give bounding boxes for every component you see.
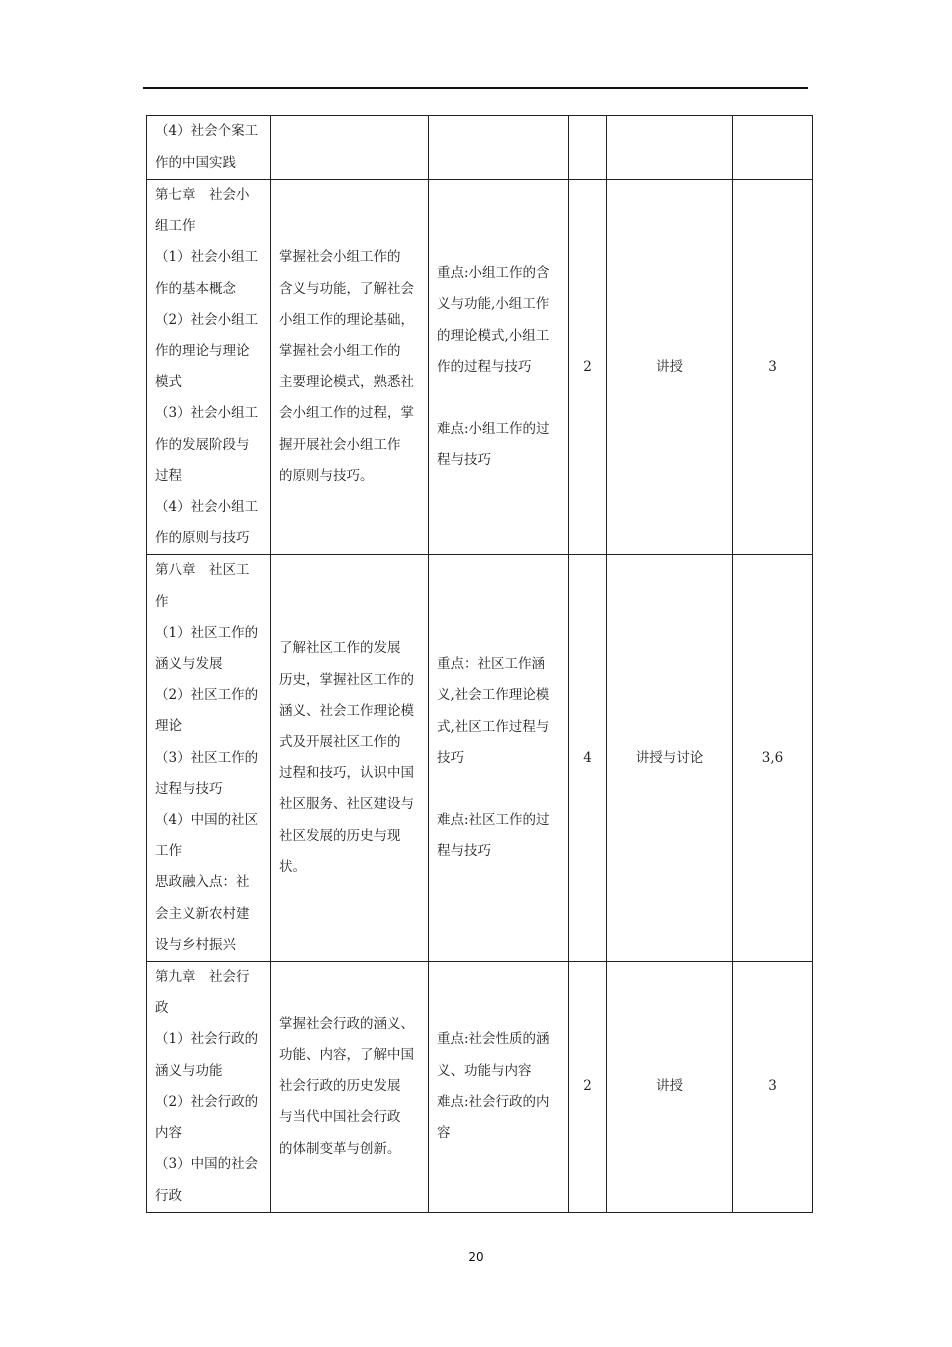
key-difficult-points-cell	[429, 555, 569, 962]
objectives-cell	[733, 962, 813, 1213]
hours-cell-value: 4	[583, 749, 592, 766]
learning-requirements-cell-line: 社区发展的历史与现	[279, 827, 401, 844]
teaching-method-cell	[607, 555, 733, 962]
chapter-topic-cell-line: 模式	[155, 374, 182, 391]
paragraph-gap	[437, 774, 560, 805]
hours-cell	[569, 555, 607, 962]
header-rule	[143, 87, 808, 89]
table-row	[147, 962, 813, 1213]
key-difficult-points-cell-line: 程与技巧	[437, 452, 491, 469]
learning-requirements-cell-line: 过程和技巧，认识中国	[279, 765, 414, 782]
objectives-cell	[733, 180, 813, 555]
chapter-topic-cell-line: 涵义与功能	[155, 1062, 223, 1079]
chapter-topic-cell-line: （4）社会个案工	[155, 123, 259, 140]
learning-requirements-cell	[271, 962, 429, 1213]
key-difficult-points-cell-line: 式,社区工作过程与	[437, 718, 550, 735]
learning-requirements-cell-line: 功能、内容，了解中国	[279, 1047, 414, 1064]
teaching-method-cell-value: 讲授与讨论	[635, 749, 704, 766]
chapter-topic-cell-line: 理论	[155, 718, 182, 735]
learning-requirements-cell	[271, 180, 429, 555]
chapter-topic-cell-line: 第七章 社会小	[155, 187, 250, 203]
key-difficult-points-cell-line: 作的过程与技巧	[437, 358, 532, 375]
learning-requirements-cell	[271, 555, 429, 962]
chapter-topic-cell-line: 作的理论与理论	[155, 343, 250, 360]
chapter-topic-cell-line: 设与乡村振兴	[155, 936, 236, 953]
learning-requirements-cell	[271, 116, 429, 180]
chapter-topic-cell-line: （2）社会行政的	[155, 1093, 259, 1110]
learning-requirements-cell-line: 与当代中国社会行政	[279, 1109, 401, 1126]
learning-requirements-cell-line: 小组工作的理论基础，	[279, 311, 414, 328]
chapter-topic-cell	[147, 555, 271, 962]
hours-cell-value: 2	[583, 1078, 592, 1095]
learning-requirements-cell-line: 了解社区工作的发展	[279, 640, 401, 657]
chapter-topic-cell-line: 行政	[155, 1187, 182, 1204]
learning-requirements-cell-line: 握开展社会小组工作	[279, 436, 401, 453]
hours-cell	[569, 962, 607, 1213]
syllabus-table	[146, 115, 813, 1213]
chapter-topic-cell-line: 内容	[155, 1125, 182, 1142]
learning-requirements-cell-line: 掌握社会行政的涵义、	[279, 1015, 414, 1032]
key-difficult-points-cell-line: 义,社会工作理论模	[437, 687, 550, 704]
chapter-topic-cell-line: （3）中国的社会	[155, 1156, 259, 1173]
paragraph-gap	[437, 383, 560, 414]
learning-requirements-cell-line: 会小组工作的过程，掌	[279, 405, 414, 422]
learning-requirements-cell-line: 的原则与技巧。	[279, 467, 374, 484]
objectives-cell-value: 3	[768, 358, 777, 375]
hours-cell	[569, 116, 607, 180]
chapter-topic-cell-line: 思政融入点：社	[155, 874, 250, 891]
chapter-topic-cell-line: 政	[155, 1000, 169, 1017]
objectives-cell	[733, 116, 813, 180]
table-row	[147, 116, 813, 180]
chapter-topic-cell-line: 会主义新农村建	[155, 905, 250, 922]
teaching-method-cell-value: 讲授	[656, 1078, 683, 1095]
learning-requirements-cell-line: 社区服务、社区建设与	[279, 796, 414, 813]
key-difficult-points-cell-line: 重点:小组工作的含	[437, 265, 550, 282]
learning-requirements-cell-line: 主要理论模式，熟悉社	[279, 374, 414, 391]
learning-requirements-cell-line: 涵义、社会工作理论模	[279, 702, 414, 719]
learning-requirements-cell-line: 状。	[279, 858, 306, 875]
key-difficult-points-cell-line: 容	[437, 1125, 451, 1142]
key-difficult-points-cell-line: 重点：社区工作涵	[437, 656, 545, 673]
chapter-topic-cell-line: （2）社会小组工	[155, 311, 259, 328]
chapter-topic-cell-line: （3）社会小组工	[155, 405, 259, 422]
chapter-topic-cell-line: （4）社会小组工	[155, 499, 259, 516]
chapter-topic-cell-line: （1）社会行政的	[155, 1031, 259, 1048]
chapter-topic-cell-line: 作	[155, 593, 169, 610]
chapter-topic-cell-line: （4）中国的社区	[155, 812, 259, 829]
key-difficult-points-cell-line: 技巧	[437, 749, 464, 766]
learning-requirements-cell-line: 历史，掌握社区工作的	[279, 671, 414, 688]
chapter-topic-cell-line: （1）社区工作的	[155, 624, 259, 641]
chapter-topic-cell-line: 涵义与发展	[155, 656, 223, 673]
learning-requirements-cell-line: 掌握社会小组工作的	[279, 249, 401, 266]
learning-requirements-cell-line: 的体制变革与创新。	[279, 1140, 401, 1157]
chapter-topic-cell-line: 第八章 社区工	[155, 562, 250, 579]
chapter-topic-cell-line: 第九章 社会行	[155, 969, 250, 986]
objectives-cell-value: 3	[768, 1078, 777, 1095]
chapter-topic-cell-line: 过程	[155, 467, 182, 484]
learning-requirements-cell-line: 掌握社会小组工作的	[279, 343, 401, 360]
chapter-topic-cell	[147, 962, 271, 1213]
chapter-topic-cell-line: 过程与技巧	[155, 780, 223, 797]
key-difficult-points-cell-line: 难点:小组工作的过	[437, 420, 550, 437]
chapter-topic-cell-line: 作的中国实践	[155, 154, 236, 171]
learning-requirements-cell-line: 式及开展社区工作的	[279, 734, 401, 751]
page-number: 20	[468, 1250, 484, 1264]
hours-cell	[569, 180, 607, 555]
key-difficult-points-cell-line: 程与技巧	[437, 843, 491, 860]
learning-requirements-cell-line: 含义与功能，了解社会	[279, 280, 414, 297]
chapter-topic-cell-line: （3）社区工作的	[155, 749, 259, 766]
teaching-method-cell-value: 讲授	[656, 358, 683, 375]
key-difficult-points-cell-line: 难点:社会行政的内	[437, 1093, 550, 1110]
teaching-method-cell	[607, 180, 733, 555]
teaching-method-cell	[607, 116, 733, 180]
chapter-topic-cell-line: 作的发展阶段与	[155, 436, 250, 453]
objectives-cell-value: 3,6	[761, 749, 784, 766]
teaching-method-cell	[607, 962, 733, 1213]
objectives-cell	[733, 555, 813, 962]
key-difficult-points-cell	[429, 962, 569, 1213]
key-difficult-points-cell	[429, 180, 569, 555]
chapter-topic-cell-line: （2）社区工作的	[155, 687, 259, 704]
key-difficult-points-cell-line: 义、功能与内容	[437, 1062, 532, 1079]
chapter-topic-cell-line: 组工作	[155, 218, 196, 235]
chapter-topic-cell	[147, 180, 271, 555]
hours-cell-value: 2	[583, 358, 592, 375]
key-difficult-points-cell-line: 难点:社区工作的过	[437, 811, 550, 828]
chapter-topic-cell-line: 作的基本概念	[155, 280, 236, 297]
learning-requirements-cell-line: 社会行政的历史发展	[279, 1078, 401, 1095]
table-row	[147, 180, 813, 555]
key-difficult-points-cell-line: 义与功能,小组工作	[437, 296, 550, 313]
key-difficult-points-cell-line: 的理论模式,小组工	[437, 327, 550, 344]
key-difficult-points-cell	[429, 116, 569, 180]
chapter-topic-cell-line: 工作	[155, 843, 182, 860]
key-difficult-points-cell-line: 重点:社会性质的涵	[437, 1031, 550, 1048]
table-row	[147, 555, 813, 962]
chapter-topic-cell	[147, 116, 271, 180]
table-body	[147, 116, 813, 1213]
chapter-topic-cell-line: （1）社会小组工	[155, 249, 259, 266]
chapter-topic-cell-line: 作的原则与技巧	[155, 530, 250, 547]
